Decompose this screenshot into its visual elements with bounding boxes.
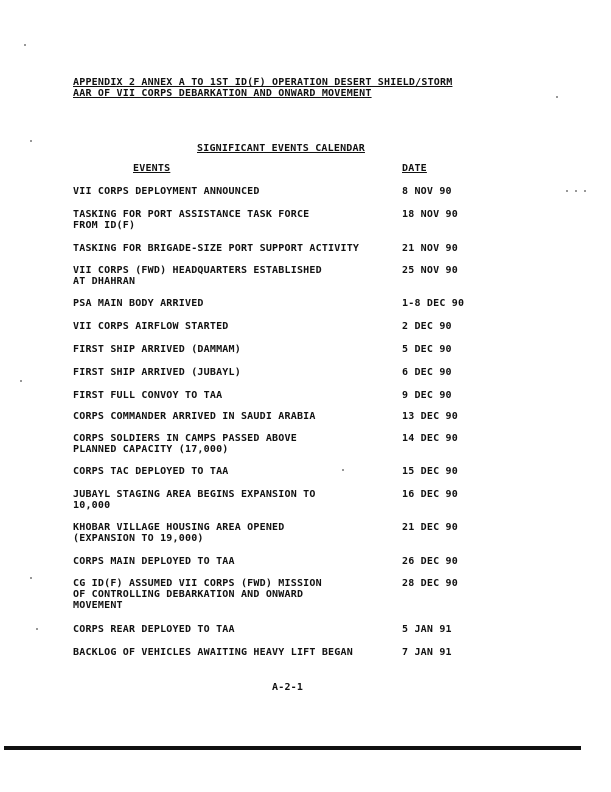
event-text: TASKING FOR BRIGADE-SIZE PORT SUPPORT ACTIVITY [73, 243, 360, 254]
event-text: CORPS SOLDIERS IN CAMPS PASSED ABOVE PLANNED CAPACITY (17,000) [73, 433, 297, 455]
event-text: VII CORPS (FWD) HEADQUARTERS ESTABLISHED AT DHAHRAN [73, 265, 322, 287]
scan-speck [20, 380, 22, 382]
event-date: 21 DEC 90 [402, 522, 458, 533]
event-text: JUBAYL STAGING AREA BEGINS EXPANSION TO 10,000 [73, 489, 316, 511]
event-text: KHOBAR VILLAGE HOUSING AREA OPENED (EXPANSION TO 19,000) [73, 522, 285, 544]
scan-speck [36, 628, 38, 630]
scan-speck [24, 44, 26, 46]
event-date: 28 DEC 90 [402, 578, 458, 589]
event-date: 15 DEC 90 [402, 466, 458, 477]
event-date: 9 DEC 90 [402, 390, 452, 401]
event-text: VII CORPS AIRFLOW STARTED [73, 321, 229, 332]
event-text: FIRST SHIP ARRIVED (JUBAYL) [73, 367, 241, 378]
events-column-header: EVENTS [133, 163, 171, 174]
date-column-header: DATE [402, 163, 427, 174]
event-date: 1-8 DEC 90 [402, 298, 465, 309]
event-text: FIRST FULL CONVOY TO TAA [73, 390, 223, 401]
event-date: 7 JAN 91 [402, 647, 452, 658]
event-text: FIRST SHIP ARRIVED (DAMMAM) [73, 344, 241, 355]
event-date: 6 DEC 90 [402, 367, 452, 378]
page-number: A-2-1 [272, 682, 304, 693]
event-date: 14 DEC 90 [402, 433, 458, 444]
event-date: 5 JAN 91 [402, 624, 452, 635]
header-line-1: APPENDIX 2 ANNEX A TO 1ST ID(F) OPERATION DESERT SHIELD/STORM [73, 77, 453, 88]
event-text: TASKING FOR PORT ASSISTANCE TASK FORCE FROM ID(F) [73, 209, 310, 231]
event-text: BACKLOG OF VEHICLES AWAITING HEAVY LIFT BEGAN [73, 647, 353, 658]
event-date: 13 DEC 90 [402, 411, 458, 422]
scan-speck [575, 190, 577, 192]
event-text: CG ID(F) ASSUMED VII CORPS (FWD) MISSION OF CONTROLLING DEBARKATION AND ONWARD MOVEMENT [73, 578, 322, 611]
calendar-title: SIGNIFICANT EVENTS CALENDAR [197, 143, 365, 154]
scan-speck [30, 577, 32, 579]
event-date: 2 DEC 90 [402, 321, 452, 332]
scan-speck [342, 469, 344, 471]
event-date: 8 NOV 90 [402, 186, 452, 197]
event-text: PSA MAIN BODY ARRIVED [73, 298, 204, 309]
header-line-2: AAR OF VII CORPS DEBARKATION AND ONWARD MOVEMENT [73, 88, 372, 99]
event-text: CORPS REAR DEPLOYED TO TAA [73, 624, 235, 635]
document-header [73, 77, 452, 99]
event-text: CORPS MAIN DEPLOYED TO TAA [73, 556, 235, 567]
event-date: 25 NOV 90 [402, 265, 458, 276]
event-text: VII CORPS DEPLOYMENT ANNOUNCED [73, 186, 260, 197]
event-date: 16 DEC 90 [402, 489, 458, 500]
scan-speck [584, 190, 586, 192]
event-text: CORPS COMMANDER ARRIVED IN SAUDI ARABIA [73, 411, 316, 422]
event-date: 5 DEC 90 [402, 344, 452, 355]
event-date: 21 NOV 90 [402, 243, 458, 254]
bottom-rule [4, 746, 581, 750]
event-text: CORPS TAC DEPLOYED TO TAA [73, 466, 229, 477]
scan-speck [556, 96, 558, 98]
scan-speck [30, 140, 32, 142]
event-date: 26 DEC 90 [402, 556, 458, 567]
scan-speck [566, 190, 568, 192]
event-date: 18 NOV 90 [402, 209, 458, 220]
